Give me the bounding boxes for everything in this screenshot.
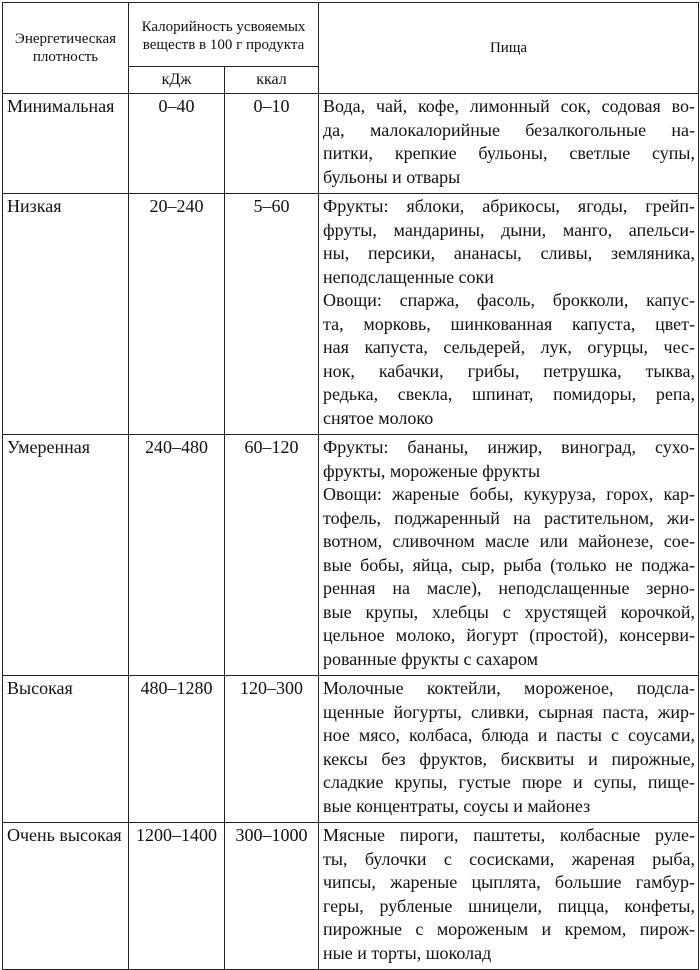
- food-line: снятое молоко: [323, 407, 434, 428]
- food-line: Овощи: жареные бобы, кукуруза, горох, кар-: [323, 484, 695, 504]
- food-line: вотном, сливочном масле или майонезе, сое-: [323, 531, 695, 551]
- header-calorific-label: Калорийность усвояемых веществ в 100 г продукта: [141, 19, 306, 53]
- density-label: Высокая: [7, 678, 73, 698]
- food-line: та, морковь, шинкованная капуста, цвет-: [323, 313, 695, 334]
- kj-cell: [129, 194, 225, 435]
- food-line: Овощи: спаржа, фасоль, брокколи, капус-: [323, 290, 695, 310]
- table-row: [3, 435, 699, 676]
- header-kcal: [225, 67, 319, 94]
- header-kcal-label: ккал: [256, 71, 287, 88]
- kj-value: 240–480: [145, 437, 208, 457]
- food-line: ное мясо, колбаса, блюда и пасты с соусами,: [323, 725, 695, 745]
- density-cell: [3, 194, 129, 435]
- food-line: вые концентраты, соусы и майонез: [323, 795, 591, 816]
- header-food-label: Пища: [489, 40, 528, 56]
- header-density-label: Энергетическая плотность: [14, 31, 117, 65]
- food-line: цельное молоко, йогурт (простой), консерви-: [323, 625, 695, 645]
- food-line: ная капуста, сельдерей, лук, огурцы, чес-: [323, 337, 695, 357]
- food-line: неподслащенные соки: [323, 266, 494, 287]
- kcal-cell: [225, 435, 319, 676]
- header-kj: [129, 67, 225, 94]
- kj-value: 480–1280: [140, 678, 213, 698]
- food-line: ны, персики, ананасы, сливы, земляника,: [323, 243, 695, 263]
- density-label: Минимальная: [7, 96, 115, 116]
- table-row: [3, 94, 699, 194]
- density-label: Очень высокая: [7, 825, 122, 845]
- food-line: нок, кабачки, грибы, петрушка, тыква,: [323, 360, 695, 381]
- kcal-cell: [225, 676, 319, 823]
- density-cell: [3, 823, 129, 970]
- kj-value: 0–40: [158, 96, 195, 116]
- food-line: Фрукты: яблоки, абрикосы, ягоды, грейп-: [323, 196, 695, 216]
- kj-cell: [129, 823, 225, 970]
- table-row: [3, 676, 699, 823]
- food-line: редька, свекла, шпинат, помидоры, репа,: [323, 384, 695, 404]
- kj-value: 1200–1400: [136, 825, 217, 845]
- food-line: да, малокалорийные безалкогольные на-: [323, 119, 695, 140]
- food-line: сладкие крупы, густые пюре и супы, пище-: [323, 772, 695, 792]
- food-line: фруты, мандарины, дыни, манго, апельси-: [323, 219, 695, 240]
- food-line: ные и торты, шоколад: [323, 942, 492, 963]
- kcal-cell: [225, 823, 319, 970]
- food-line: Мясные пироги, паштеты, колбасные руле-: [323, 825, 695, 845]
- food-line: тофель, поджаренный на растительном, жи-: [323, 507, 695, 528]
- table-body: [3, 94, 699, 970]
- kj-cell: [129, 676, 225, 823]
- food-line: пирожные с мороженым и кремом, пирож-: [323, 919, 695, 939]
- food-line: геры, рубленые шницели, пицца, конфеты,: [323, 895, 695, 916]
- food-line: Фрукты: бананы, инжир, виноград, сухо-: [323, 437, 695, 457]
- kcal-value: 60–120: [244, 437, 299, 457]
- food-line: фрукты, мороженые фрукты: [323, 460, 541, 481]
- food-line: рованные фрукты с сахаром: [323, 648, 538, 669]
- food-line: вые бобы, яйца, сыр, рыба (только не поджа-: [323, 554, 695, 575]
- table-row: [3, 194, 699, 435]
- header-food: [319, 3, 699, 94]
- food-line: питки, крепкие бульоны, светлые супы,: [323, 143, 695, 163]
- food-line: ренная на масле), неподслащенные зерно-: [323, 578, 695, 598]
- kcal-cell: [225, 194, 319, 435]
- kcal-value: 120–300: [240, 678, 303, 698]
- header-density: [3, 3, 129, 94]
- food-line: вые крупы, хлебцы с хрустящей корочкой,: [323, 601, 695, 622]
- food-line: щенные йогурты, сливки, сырная паста, жир-: [323, 701, 695, 722]
- food-line: Вода, чай, кофе, лимонный сок, содовая во-: [323, 96, 695, 116]
- kcal-value: 300–1000: [235, 825, 308, 845]
- kcal-value: 0–10: [253, 96, 290, 116]
- food-line: ты, булочки с сосисками, жареная рыба,: [323, 848, 695, 869]
- energy-density-table: [2, 2, 699, 970]
- table-row: [3, 823, 699, 970]
- food-cell: [319, 823, 699, 970]
- density-cell: [3, 435, 129, 676]
- density-cell: [3, 676, 129, 823]
- food-cell: [319, 435, 699, 676]
- kcal-value: 5–60: [253, 196, 290, 216]
- density-label: Низкая: [7, 196, 62, 216]
- header-kj-label: кДж: [161, 71, 192, 88]
- density-cell: [3, 94, 129, 194]
- food-cell: [319, 676, 699, 823]
- food-line: кексы без фруктов, бисквиты и пирожные,: [323, 748, 695, 769]
- food-line: бульоны и отвары: [323, 166, 461, 187]
- food-cell: [319, 194, 699, 435]
- food-line: Молочные коктейли, мороженое, подсла-: [323, 678, 695, 698]
- density-label: Умеренная: [7, 437, 91, 457]
- kj-cell: [129, 435, 225, 676]
- kcal-cell: [225, 94, 319, 194]
- food-line: чипсы, жареные цыплята, большие гамбур-: [323, 872, 695, 892]
- kj-value: 20–240: [149, 196, 204, 216]
- header-calorific: [129, 3, 319, 67]
- kj-cell: [129, 94, 225, 194]
- food-cell: [319, 94, 699, 194]
